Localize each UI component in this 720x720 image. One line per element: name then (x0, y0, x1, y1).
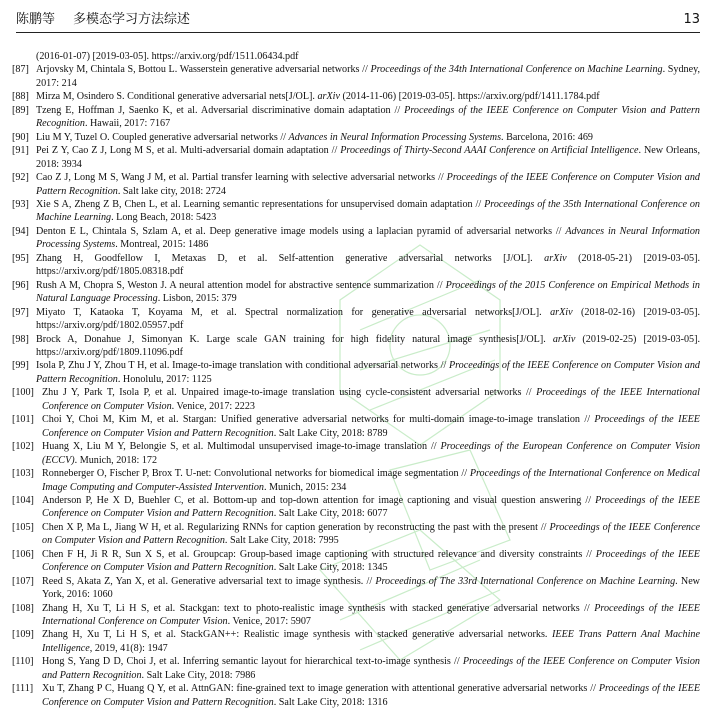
reference-item (12, 306, 700, 333)
reference-details: . Munich, 2018: 172 (74, 454, 158, 466)
reference-text: Xu T, Zhang P C, Huang Q Y, et al. AttnGAN: fine-grained text to image generation with attentional generative adversarial networks // (42, 683, 599, 695)
reference-text: Chen F H, Ji R R, Sun X S, et al. Groupcap: Group-based image captioning with structured relevance and diversity constraints // (42, 548, 596, 560)
reference-item (12, 333, 700, 360)
reference-details: . New York, 2016: 1060 (42, 575, 700, 601)
reference-item (12, 198, 700, 225)
reference-text: Zhang H, Xu T, Li H S, et al. Stackgan: text to photo-realistic image synthesis with stacked generative adversarial networks // (42, 602, 595, 614)
reference-text: Tzeng E, Hoffman J, Saenko K, et al. Adversarial discriminative domain adaptation // (36, 104, 405, 116)
reference-details: . Venice, 2017: 2223 (171, 400, 255, 412)
reference-details: . Sydney, 2017: 214 (36, 64, 701, 89)
reference-text: Rush A M, Chopra S, Weston J. A neural attention model for abstractive sentence summarization // (36, 279, 446, 291)
reference-details: . Hawaii, 2017: 7167 (84, 118, 171, 130)
reference-venue: Advances in Neural Information Processing Systems (36, 225, 700, 251)
reference-text: Isola P, Zhu J Y, Zhou T H, et al. Image-to-image translation with conditional adversarial networks // (36, 360, 449, 372)
reference-item (12, 575, 700, 602)
reference-number: [108] (12, 602, 34, 614)
reference-number: [91] (12, 145, 29, 157)
reference-text: Zhu J Y, Park T, Isola P, et al. Unpaired image-to-image translation using cycle-consistent adversarial networks // (42, 387, 537, 399)
reference-venue: Proceedings of the IEEE Conference on Computer Vision and Pattern Recognition (42, 414, 700, 439)
reference-details: (2018-02-16) [2019-03-05]. https://arxiv.org/pdf/1802.05957.pdf (36, 306, 700, 332)
running-head (16, 8, 190, 32)
reference-number: [94] (12, 225, 29, 237)
reference-details: . Montreal, 2015: 1486 (115, 239, 209, 251)
reference-item (12, 225, 700, 252)
reference-venue: IEEE Trans Pattern Anal Machine Intelligence (42, 629, 700, 654)
reference-details: . Salt Lake City, 2018: 1345 (273, 562, 388, 574)
reference-number: [89] (12, 104, 29, 116)
reference-text: Cao Z J, Long M S, Wang J M, et al. Partial transfer learning with selective adversarial networks // (36, 172, 447, 184)
reference-details: . Salt Lake City, 2018: 7986 (141, 669, 256, 681)
reference-number: [97] (12, 306, 29, 318)
reference-number: [106] (12, 548, 34, 560)
reference-venue: Proceedings of The 33rd International Conference on Machine Learning (375, 575, 676, 587)
reference-number: [110] (12, 656, 34, 668)
reference-details: . Lisbon, 2015: 379 (157, 293, 237, 305)
reference-item (12, 171, 700, 198)
reference-details: . Munich, 2015: 234 (263, 481, 347, 493)
reference-text: Huang X, Liu M Y, Belongie S, et al. Multimodal unsupervised image-to-image translation // (42, 441, 441, 453)
reference-text: Arjovsky M, Chintala S, Bottou L. Wasserstein generative adversarial networks // (36, 64, 371, 76)
reference-text: Denton E L, Chintala S, Szlam A, et al. Deep generative image models using a laplacian pyramid of adversarial networks // (36, 225, 566, 237)
reference-venue: Proceedings of the IEEE International Conference on Computer Vision (42, 602, 700, 628)
reference-item (12, 279, 700, 306)
reference-item (12, 63, 700, 90)
reference-details: , 2019, 41(8): 1947 (89, 642, 168, 654)
reference-details: . Honolulu, 2017: 1125 (117, 373, 212, 385)
reference-details: . Salt Lake City, 2018: 7995 (224, 535, 339, 547)
reference-number: [90] (12, 131, 29, 143)
reference-item (12, 602, 700, 629)
reference-text: Ronneberger O, Fischer P, Brox T. U-net: Convolutional networks for biomedical image segmentation // (42, 468, 470, 480)
reference-venue: Proceedings of the IEEE Conference on Computer Vision and Pattern Recognition (42, 656, 700, 681)
reference-text: Reed S, Akata Z, Yan X, et al. Generative adversarial text to image synthesis. // (42, 575, 376, 587)
reference-details: . New Orleans, 2018: 3934 (36, 145, 700, 170)
reference-number: [92] (12, 172, 29, 184)
page-number: 13 (683, 12, 700, 27)
reference-number: [88] (12, 91, 29, 103)
reference-venue: Proceedings of the IEEE Conference on Computer Vision and Pattern Recognition (36, 104, 700, 130)
reference-venue: arXiv (317, 91, 340, 103)
reference-venue: Proceedings of Thirty-Second AAAI Conference on Artificial Intelligence (340, 145, 639, 157)
reference-venue: Proceedings of the 2015 Conference on Empirical Methods in Natural Language Processing (36, 279, 700, 305)
reference-number: [111] (12, 683, 34, 695)
reference-item (12, 104, 700, 131)
reference-details: . Long Beach, 2018: 5423 (111, 212, 217, 224)
reference-number: [105] (12, 521, 34, 533)
reference-details: (2019-02-25) [2019-03-05]. https://arxiv.org/pdf/1809.11096.pdf (36, 333, 700, 358)
reference-text: Hong S, Yang D D, Choi J, et al. Inferring semantic layout for hierarchical text-to-image synthesis // (42, 656, 463, 668)
reference-item (12, 682, 700, 709)
reference-item (12, 521, 700, 548)
reference-number: [98] (12, 333, 29, 345)
reference-number: [87] (12, 64, 29, 76)
reference-venue: Proceedings of the IEEE Conference on Computer Vision and Pattern Recognition (42, 548, 700, 574)
reference-number: [107] (12, 575, 34, 587)
reference-number: [95] (12, 252, 29, 264)
reference-number: [96] (12, 279, 29, 291)
reference-venue: Proceedings of the 35th International Conference on Machine Learning (36, 198, 700, 224)
reference-item (12, 440, 700, 467)
reference-text: Choi Y, Choi M, Kim M, et al. Stargan: Unified generative adversarial networks for multi-domain image-to-image translation // (42, 414, 595, 426)
reference-number: [100] (12, 387, 34, 399)
reference-venue: Proceedings of the IEEE International Conference on Computer Vision (42, 387, 700, 412)
reference-venue: Proceedings of the IEEE Conference on Computer Vision and Pattern Recognition (42, 494, 700, 520)
reference-number: [104] (12, 494, 34, 506)
reference-text: Liu M Y, Tuzel O. Coupled generative adversarial networks // (36, 131, 289, 143)
reference-item (12, 144, 700, 171)
reference-item (12, 252, 700, 279)
reference-text: Zhang H, Goodfellow I, Metaxas D, et al. Self-attention generative adversarial networks [J/OL]. (36, 252, 545, 264)
reference-venue: Proceedings of the IEEE Conference on Computer Vision and Pattern Recognition (36, 360, 700, 385)
reference-item (12, 628, 700, 655)
reference-details: . Salt Lake City, 2018: 8789 (273, 427, 388, 439)
reference-item (12, 413, 700, 440)
reference-details: . Barcelona, 2016: 469 (501, 131, 593, 143)
reference-entries (12, 63, 700, 709)
reference-venue: Proceedings of the European Conference on Computer Vision (ECCV) (42, 441, 701, 466)
reference-number: [102] (12, 441, 34, 453)
reference-details: . Salt Lake City, 2018: 1316 (273, 696, 388, 708)
header-authors: 陈鹏等 (16, 12, 56, 27)
reference-details: (2018-05-21) [2019-03-05]. https://arxiv.org/pdf/1805.08318.pdf (36, 252, 700, 278)
reference-item (12, 467, 700, 494)
reference-list (12, 50, 700, 709)
reference-text: Mirza M, Osindero S. Conditional generative adversarial nets[J/OL]. (36, 91, 318, 103)
reference-venue: arXiv (552, 333, 576, 345)
reference-item (12, 655, 700, 682)
reference-venue: Proceedings of the International Conference on Medical Image Computing and Computer-Assisted Intervention (42, 468, 700, 493)
reference-item (12, 386, 700, 413)
reference-text: Anderson P, He X D, Buehler C, et al. Bottom-up and top-down attention for image captioning and visual question answering // (42, 494, 596, 506)
header-title: 多模态学习方法综述 (73, 12, 191, 27)
reference-text: Miyato T, Kataoka T, Koyama M, et al. Spectral normalization for generative adversarial networks[J/OL]. (36, 306, 551, 318)
reference-number: [109] (12, 629, 34, 641)
reference-number: [99] (12, 360, 29, 372)
reference-details: . Venice, 2017: 5907 (227, 616, 311, 628)
reference-venue: Proceedings of the IEEE Conference on Computer Vision and Pattern Recognition (42, 521, 700, 547)
reference-venue: arXiv (550, 306, 573, 318)
reference-venue: Advances in Neural Information Processing Systems (288, 131, 502, 143)
reference-text: Zhang H, Xu T, Li H S, et al. StackGAN++: Realistic image synthesis with stacked generative adversarial networks. (42, 629, 553, 641)
reference-item (12, 494, 700, 521)
reference-text: Brock A, Donahue J, Simonyan K. Large scale GAN training for high fidelity natural image synthesis[J/OL]. (36, 333, 553, 345)
reference-item (12, 90, 700, 103)
reference-text: Pei Z Y, Cao Z J, Long M S, et al. Multi-adversarial domain adaptation // (36, 145, 341, 157)
reference-text: Xie S A, Zheng Z B, Chen L, et al. Learning semantic representations for unsupervised domain adaptation // (36, 198, 485, 210)
reference-number: [101] (12, 414, 34, 426)
page-header (16, 10, 700, 33)
reference-continuation: (2016-01-07) [2019-03-05]. https://arxiv.org/pdf/1511.06434.pdf (36, 51, 299, 62)
reference-item (12, 548, 700, 575)
reference-venue: Proceedings of the IEEE Conference on Computer Vision and Pattern Recognition (36, 172, 700, 197)
reference-item (12, 359, 700, 386)
reference-details: . Salt lake city, 2018: 2724 (117, 185, 226, 197)
reference-details: . Salt Lake City, 2018: 6077 (273, 508, 388, 520)
reference-number: [103] (12, 468, 34, 480)
reference-text: Chen X P, Ma L, Jiang W H, et al. Regularizing RNNs for caption generation by reconstructing the past with the present // (42, 521, 550, 533)
reference-venue: Proceedings of the 34th International Conference on Machine Learning (370, 64, 663, 76)
reference-venue: Proceedings of the IEEE Conference on Computer Vision and Pattern Recognition (42, 683, 700, 708)
reference-number: [93] (12, 198, 29, 210)
reference-venue: arXiv (544, 252, 567, 264)
reference-details: (2014-11-06) [2019-03-05]. https://arxiv.org/pdf/1411.1784.pdf (339, 91, 600, 103)
reference-item (12, 131, 700, 144)
